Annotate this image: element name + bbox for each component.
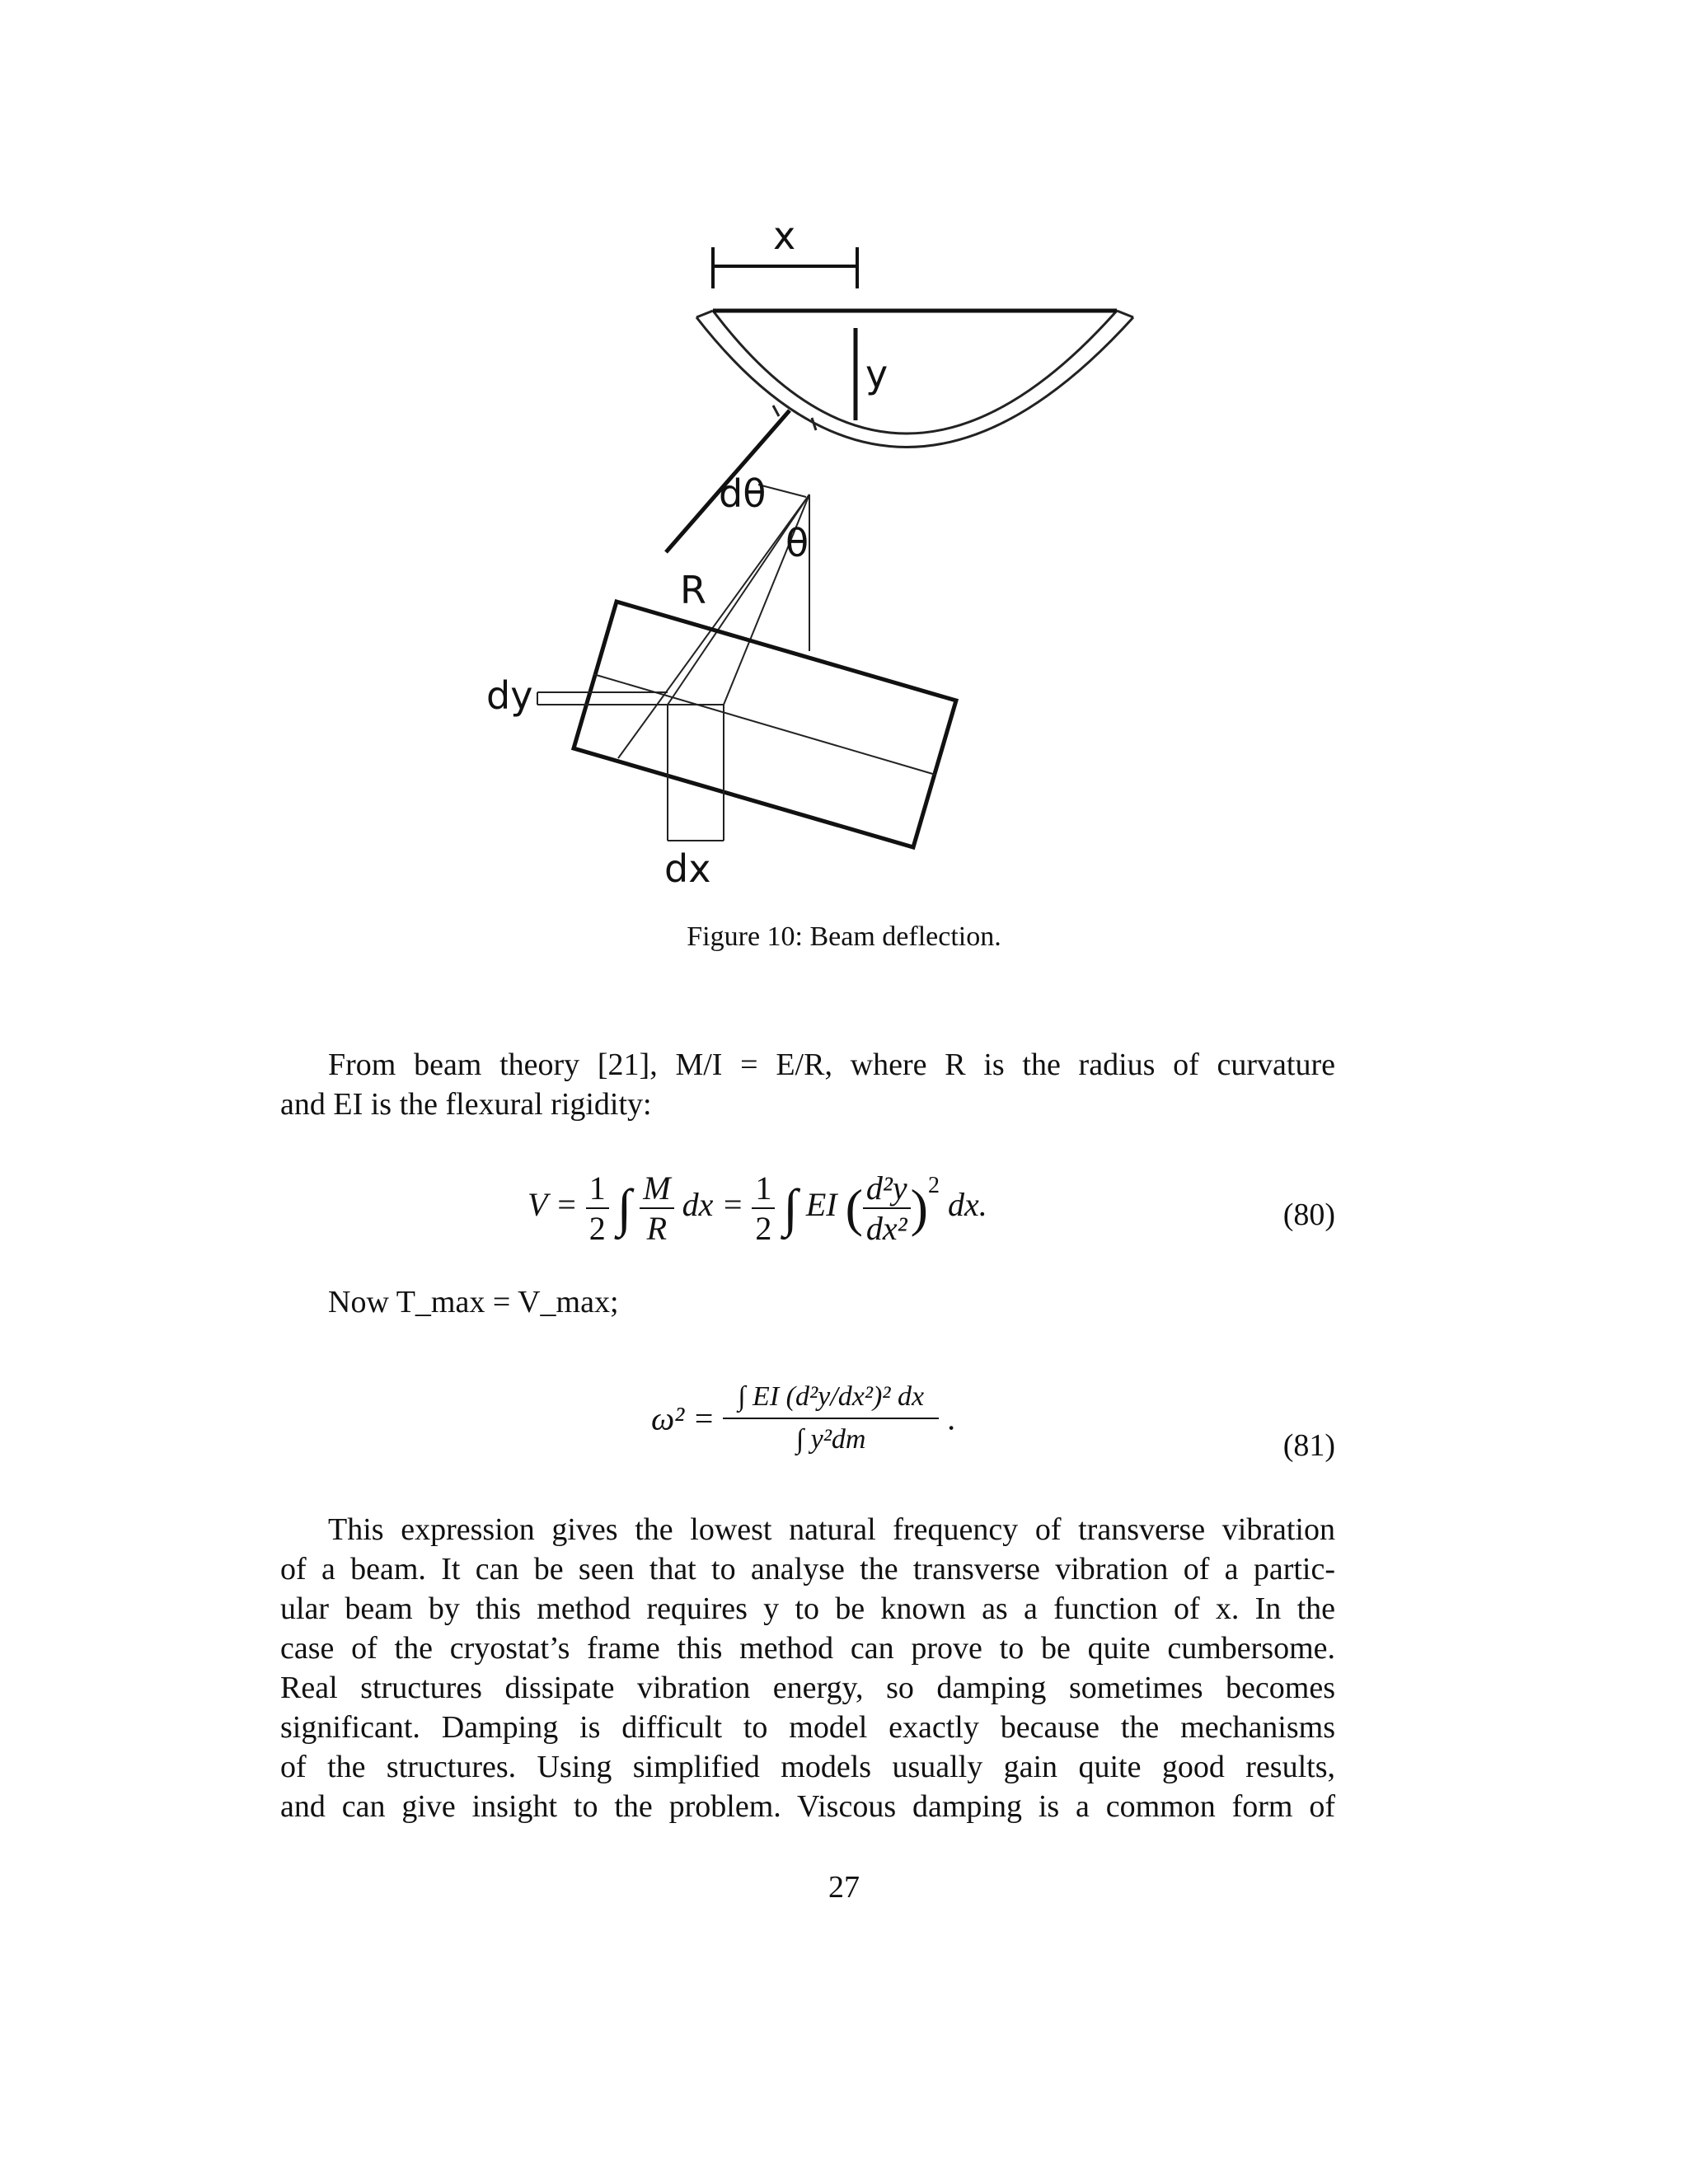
fraction-denominator: 2 <box>755 1210 772 1247</box>
fraction-denominator: dx² <box>865 1210 907 1247</box>
integral-sign: ∫ <box>783 1179 798 1237</box>
dx-bracket <box>668 705 724 841</box>
open-paren: ( <box>845 1179 863 1237</box>
eq80-dx: dx = <box>682 1186 744 1224</box>
page-number: 27 <box>828 1870 860 1905</box>
eq80-half-fraction-2 <box>752 1169 775 1248</box>
eq81-period: . <box>947 1399 956 1437</box>
paragraph-line: and can give insight to the problem. Viscous damping is a common form of <box>280 1789 1335 1824</box>
paragraph-line: ular beam by this method requires y to be known as a function of x. In the <box>280 1591 1335 1626</box>
beam-element-internal-lines <box>593 674 935 775</box>
paragraph-line: case of the cryostat’s frame this method can prove to be quite cumbersome. <box>280 1631 1335 1666</box>
angle-lines <box>618 485 809 758</box>
curved-beam <box>696 311 1133 448</box>
dy-label: dy <box>486 673 533 718</box>
equation-number-80: (80) <box>1282 1197 1335 1232</box>
beam-deflection-figure <box>462 223 1154 898</box>
equation-80 <box>528 1169 987 1248</box>
paragraph-line: This expression gives the lowest natural frequency of transverse vibration <box>328 1512 1335 1547</box>
eq81-numerator: ∫ EI (d²y/dx²)² dx <box>723 1381 939 1419</box>
integral-sign: ∫ <box>617 1179 632 1237</box>
square-exponent: 2 <box>927 1173 940 1199</box>
paragraph-line: of a beam. It can be seen that to analyse the transverse vibration of a partic- <box>280 1552 1335 1586</box>
dtheta-label: dθ <box>719 471 767 516</box>
fraction-numerator: M <box>640 1169 673 1209</box>
eq81-denominator: ∫ y²dm <box>795 1424 866 1455</box>
paragraph-line: of the structures. Using simplified models usually gain quite good results, <box>280 1750 1335 1784</box>
fraction-numerator: 1 <box>586 1169 609 1209</box>
fraction-numerator: 1 <box>752 1169 775 1209</box>
paragraph-line: Now T_max = V_max; <box>328 1285 619 1319</box>
eq81-fraction <box>723 1381 939 1455</box>
equation-number-81: (81) <box>1282 1428 1335 1463</box>
eq80-lhs: V = <box>528 1186 578 1224</box>
paragraph-line: significant. Damping is difficult to model exactly because the mechanisms <box>280 1710 1335 1745</box>
eq80-second-derivative <box>863 1169 911 1248</box>
dx-label: dx <box>664 846 711 891</box>
paragraph-line: Real structures dissipate vibration energy, so damping sometimes becomes <box>280 1671 1335 1705</box>
fraction-numerator: d²y <box>863 1169 911 1209</box>
paragraph-beam-theory <box>280 1045 1335 1124</box>
eq80-M-over-R <box>640 1169 673 1248</box>
eq81-lhs: ω² = <box>651 1399 715 1437</box>
eq80-tail: dx. <box>947 1186 987 1224</box>
R-label: R <box>680 568 706 612</box>
eq80-half-fraction <box>586 1169 609 1248</box>
theta-label: θ <box>785 521 809 565</box>
paragraph-vibration <box>280 1510 1335 1826</box>
fraction-denominator: 2 <box>588 1210 606 1247</box>
y-label: y <box>865 352 889 396</box>
figure-caption: Figure 10: Beam deflection. <box>687 921 1001 952</box>
now-line <box>280 1282 1335 1322</box>
eq80-EI: EI <box>805 1186 837 1224</box>
paragraph-line: and EI is the flexural rigidity: <box>280 1087 652 1122</box>
x-label: x <box>773 223 796 258</box>
dy-bracket <box>537 692 668 705</box>
close-paren: ) <box>910 1179 928 1237</box>
paragraph-line: From beam theory [21], M/I = E/R, where R is the radius of curvature <box>328 1047 1335 1082</box>
fraction-denominator: R <box>646 1210 668 1247</box>
equation-81 <box>651 1381 955 1455</box>
